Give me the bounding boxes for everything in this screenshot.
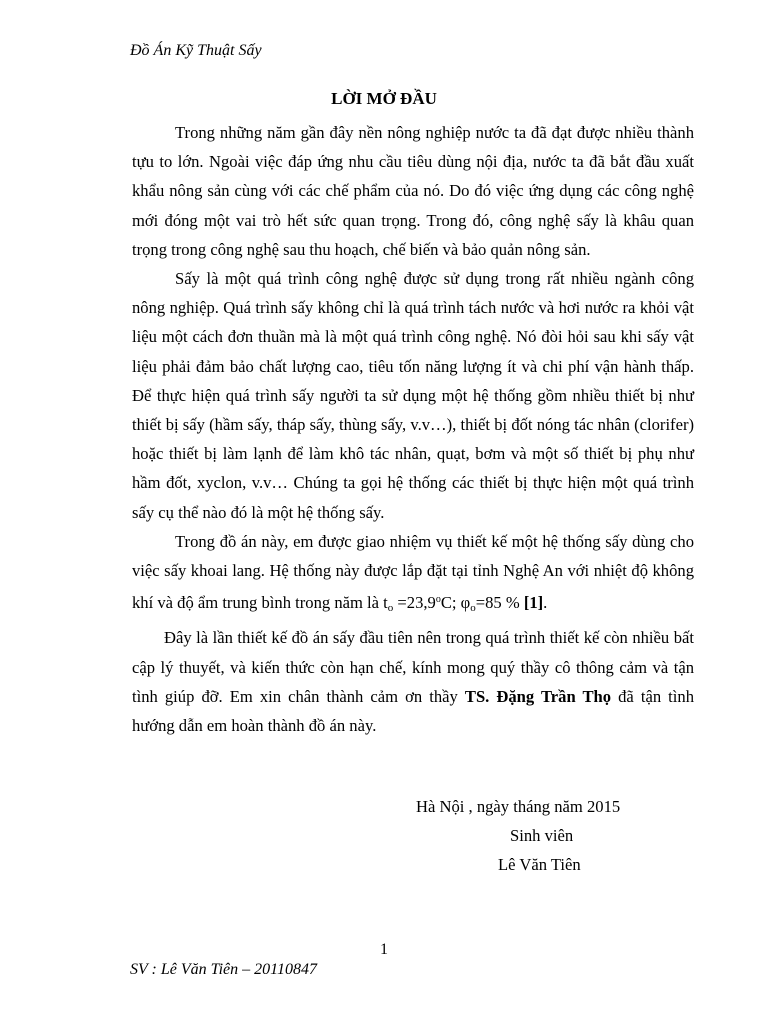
running-header: Đồ Án Kỹ Thuật Sấy: [130, 42, 262, 59]
page-number: 1: [380, 941, 388, 958]
paragraph-drying-process: Sấy là một quá trình công nghệ được sử dụng trong rất nhiều ngành công nông nghiệp. Quá trình sấy không chỉ là quá trình tách nước và hơi nước ra khỏi vật liệu một cách đơn thuần mà là một quá trình công nghệ. Nó đòi hỏi sau khi sấy vật liệu phải đảm bảo chất lượng cao, tiêu tốn năng lượng ít và chi phí vận hành thấp. Để thực hiện quá trình sấy người ta sử dụng một hệ thống gồm nhiều thiết bị như thiết bị sấy (hầm sấy, tháp sấy, thùng sấy, v.v…), thiết bị đốt nóng tác nhân (clorifer) hoặc thiết bị làm lạnh để làm khô tác nhân, quạt, bơm và một số thiết bị phụ như hầm đốt, xyclon, v.v… Chúng ta gọi hệ thống các thiết bị thực hiện một quá trình sấy cụ thể nào đó là một hệ thống sấy.: [132, 269, 694, 522]
paragraph-project-task: [132, 527, 694, 624]
reference-marker: [1]: [523, 593, 544, 613]
unit-celsius: C; φ: [440, 593, 471, 613]
signature-role: Sinh viên: [510, 826, 574, 845]
document-title: LỜI MỞ ĐẦU: [331, 89, 437, 108]
signature-name: Lê Văn Tiên: [498, 855, 581, 874]
humidity-subscript: o: [470, 602, 476, 615]
document-body: [132, 118, 694, 740]
paragraph-project-task-text: Trong đồ án này, em được giao nhiệm vụ thiết kế một hệ thống sấy dùng cho việc sấy khoai lang. Hệ thống này được lắp đặt tại tỉnh Nghệ An với nhiệt độ không khí và độ ẩm trung bình trong năm là t: [132, 531, 694, 613]
running-footer: SV : Lê Văn Tiên – 20110847: [130, 961, 317, 978]
paragraph-acknowledgement: [132, 623, 694, 740]
paragraph-intro: Trong những năm gần đây nền nông nghiệp nước ta đã đạt được nhiều thành tựu to lớn. Ngoài việc đáp ứng nhu cầu tiêu dùng nội địa, nước ta đã bắt đầu xuất khẩu nông sản cùng với các chế phẩm của nó. Do đó việc ứng dụng các công nghệ mới đóng một vai trò hết sức quan trọng. Trong đó, công nghệ sấy là khâu quan trọng trong công nghệ sau thu hoạch, chế biến và bảo quản nông sản.: [132, 123, 694, 259]
temperature-value: =23,9: [393, 593, 436, 613]
teacher-name: TS. Đặng Trần Thọ: [464, 686, 612, 706]
paragraph-acknowledgement-end: đã tận tình hướng dẫn em hoàn thành đồ án này.: [132, 686, 694, 736]
degree-superscript: o: [435, 594, 441, 606]
paragraph-acknowledgement-text: Đây là lần thiết kế đồ án sấy đầu tiên nên trong quá trình thiết kế còn nhiều bất cập lý thuyết, và kiến thức còn hạn chế, kính mong quý thầy cô thông cảm và tận tình giúp đỡ. Em xin chân thành cảm ơn thầy: [132, 628, 694, 706]
temperature-subscript: o: [387, 602, 394, 615]
humidity-value: =85 %: [475, 593, 524, 613]
signature-date-line: Hà Nội , ngày tháng năm 2015: [416, 797, 621, 816]
paragraph-project-task-end: .: [543, 593, 548, 613]
